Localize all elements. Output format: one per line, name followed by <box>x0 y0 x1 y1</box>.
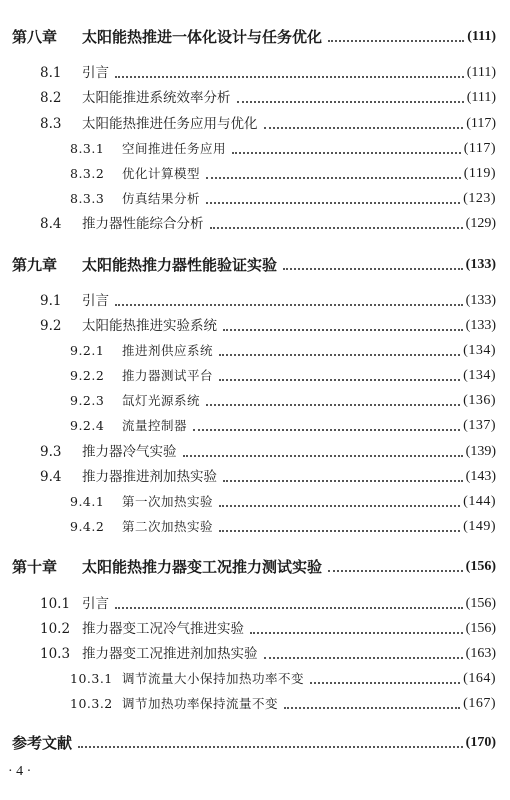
toc-subentry[interactable] <box>70 415 496 437</box>
dot-leader <box>283 268 463 270</box>
chapter-title: 太阳能热推进一体化设计与任务优化 <box>82 28 323 46</box>
page-number: (117) <box>466 116 496 131</box>
dot-leader <box>328 40 464 42</box>
chapter-label: 第八章 <box>12 28 58 46</box>
page-number: (143) <box>465 469 496 484</box>
chapter-label: 第十章 <box>12 558 58 576</box>
section-number: 9.3 <box>40 444 62 460</box>
subsection-number: 8.3.1 <box>70 141 105 156</box>
dot-leader <box>250 632 463 634</box>
chapter-title: 太阳能热推力器性能验证实验 <box>82 256 278 274</box>
page-number: (144) <box>463 494 496 509</box>
page-number: (129) <box>465 216 496 231</box>
toc-subentry[interactable] <box>70 390 496 412</box>
page-number: (137) <box>463 418 496 433</box>
toc-entry[interactable] <box>40 618 496 640</box>
subsection-number: 9.4.1 <box>70 494 105 509</box>
page-number: (111) <box>466 90 496 105</box>
subsection-title: 氙灯光源系统 <box>122 393 201 408</box>
section-title: 推力器性能综合分析 <box>82 216 204 232</box>
section-title: 推力器冷气实验 <box>82 444 177 460</box>
page-number: (117) <box>463 141 496 156</box>
page-number: (119) <box>463 166 496 181</box>
section-title: 引言 <box>82 65 109 81</box>
page-number: (136) <box>463 393 496 408</box>
subsection-number: 9.2.4 <box>70 418 105 433</box>
subsection-number: 9.2.3 <box>70 393 105 408</box>
chapter-heading[interactable] <box>12 556 496 578</box>
page-number: (134) <box>463 343 496 358</box>
toc-subentry[interactable] <box>70 138 496 160</box>
dot-leader <box>237 101 464 103</box>
toc-entry[interactable] <box>40 315 496 337</box>
section-title: 引言 <box>82 293 109 309</box>
dot-leader <box>219 379 460 381</box>
page-number: (156) <box>465 596 496 611</box>
dot-leader <box>219 530 460 532</box>
section-number: 8.2 <box>40 90 62 106</box>
dot-leader <box>206 404 460 406</box>
page-number: (134) <box>463 368 496 383</box>
subsection-title: 推进剂供应系统 <box>122 343 214 358</box>
page-number: (111) <box>467 29 496 44</box>
subsection-title: 空间推进任务应用 <box>122 141 227 156</box>
toc-subentry[interactable] <box>70 188 496 210</box>
dot-leader <box>284 707 460 709</box>
toc-subentry[interactable] <box>70 340 496 362</box>
section-number: 9.1 <box>40 293 62 309</box>
subsection-number: 10.3.1 <box>70 671 113 686</box>
dot-leader <box>223 480 463 482</box>
toc-entry[interactable] <box>40 113 496 135</box>
page-number: (133) <box>465 293 496 308</box>
toc-entry[interactable] <box>40 290 496 312</box>
toc-entry[interactable] <box>40 643 496 665</box>
dot-leader <box>328 570 463 572</box>
page-number: (156) <box>465 621 496 636</box>
dot-leader <box>264 127 464 129</box>
subsection-title: 仿真结果分析 <box>122 191 201 206</box>
page-number: (111) <box>466 65 496 80</box>
page-number: (170) <box>465 735 496 750</box>
subsection-title: 优化计算模型 <box>122 166 201 181</box>
subsection-number: 10.3.2 <box>70 696 113 711</box>
page-number: (167) <box>463 696 496 711</box>
toc-subentry[interactable] <box>70 491 496 513</box>
toc-entry[interactable] <box>40 441 496 463</box>
dot-leader <box>219 354 460 356</box>
subsection-number: 9.2.1 <box>70 343 105 358</box>
dot-leader <box>115 76 464 78</box>
section-number: 10.3 <box>40 646 71 662</box>
section-number: 9.4 <box>40 469 62 485</box>
dot-leader <box>206 202 460 204</box>
page-number: (139) <box>465 444 496 459</box>
section-number: 8.1 <box>40 65 62 81</box>
page-number: (133) <box>465 318 496 333</box>
chapter-heading[interactable] <box>12 254 496 276</box>
section-title: 推力器变工况冷气推进实验 <box>82 621 244 637</box>
toc-entry[interactable] <box>40 213 496 235</box>
dot-leader <box>223 329 463 331</box>
subsection-title: 推力器测试平台 <box>122 368 214 383</box>
toc-subentry[interactable] <box>70 163 496 185</box>
section-title: 太阳能推进系统效率分析 <box>82 90 231 106</box>
toc-entry[interactable] <box>40 593 496 615</box>
subsection-number: 9.2.2 <box>70 368 105 383</box>
dot-leader <box>232 152 461 154</box>
toc-subentry[interactable] <box>70 516 496 538</box>
subsection-number: 9.4.2 <box>70 519 105 534</box>
subsection-number: 8.3.2 <box>70 166 105 181</box>
references-entry[interactable] <box>12 732 496 754</box>
page-number: (123) <box>463 191 496 206</box>
chapter-title: 太阳能热推力器变工况推力测试实验 <box>82 558 323 576</box>
toc-entry[interactable] <box>40 62 496 84</box>
references-title: 参考文献 <box>12 734 73 752</box>
page-number: (164) <box>463 671 496 686</box>
subsection-title: 调节流量大小保持加热功率不变 <box>122 671 305 686</box>
section-title: 推力器变工况推进剂加热实验 <box>82 646 258 662</box>
dot-leader <box>115 607 463 609</box>
toc-subentry[interactable] <box>70 668 496 690</box>
dot-leader <box>78 746 463 748</box>
dot-leader <box>264 657 463 659</box>
page-number: (163) <box>465 646 496 661</box>
page-number: (133) <box>465 257 496 272</box>
subsection-title: 第一次加热实验 <box>122 494 214 509</box>
section-number: 8.3 <box>40 116 62 132</box>
dot-leader <box>219 505 460 507</box>
dot-leader <box>206 177 461 179</box>
dot-leader <box>115 304 463 306</box>
toc-subentry[interactable] <box>70 365 496 387</box>
dot-leader <box>210 227 463 229</box>
dot-leader <box>193 429 460 431</box>
toc-entry[interactable] <box>40 466 496 488</box>
section-number: 8.4 <box>40 216 62 232</box>
chapter-label: 第九章 <box>12 256 58 274</box>
subsection-title: 流量控制器 <box>122 418 188 433</box>
section-number: 10.1 <box>40 596 71 612</box>
page-number: (149) <box>463 519 496 534</box>
toc-entry[interactable] <box>40 87 496 109</box>
subsection-title: 第二次加热实验 <box>122 519 214 534</box>
section-title: 引言 <box>82 596 109 612</box>
subsection-title: 调节加热功率保持流量不变 <box>122 696 279 711</box>
page-number: (156) <box>465 559 496 574</box>
subsection-number: 8.3.3 <box>70 191 105 206</box>
section-title: 太阳能热推进任务应用与优化 <box>82 116 258 132</box>
dot-leader <box>183 455 463 457</box>
footer-page-number: · 4 · <box>8 764 32 779</box>
chapter-heading[interactable] <box>12 26 496 48</box>
dot-leader <box>310 682 460 684</box>
toc-subentry[interactable] <box>70 693 496 715</box>
section-number: 9.2 <box>40 318 62 334</box>
section-number: 10.2 <box>40 621 71 637</box>
section-title: 太阳能热推进实验系统 <box>82 318 217 334</box>
section-title: 推力器推进剂加热实验 <box>82 469 217 485</box>
